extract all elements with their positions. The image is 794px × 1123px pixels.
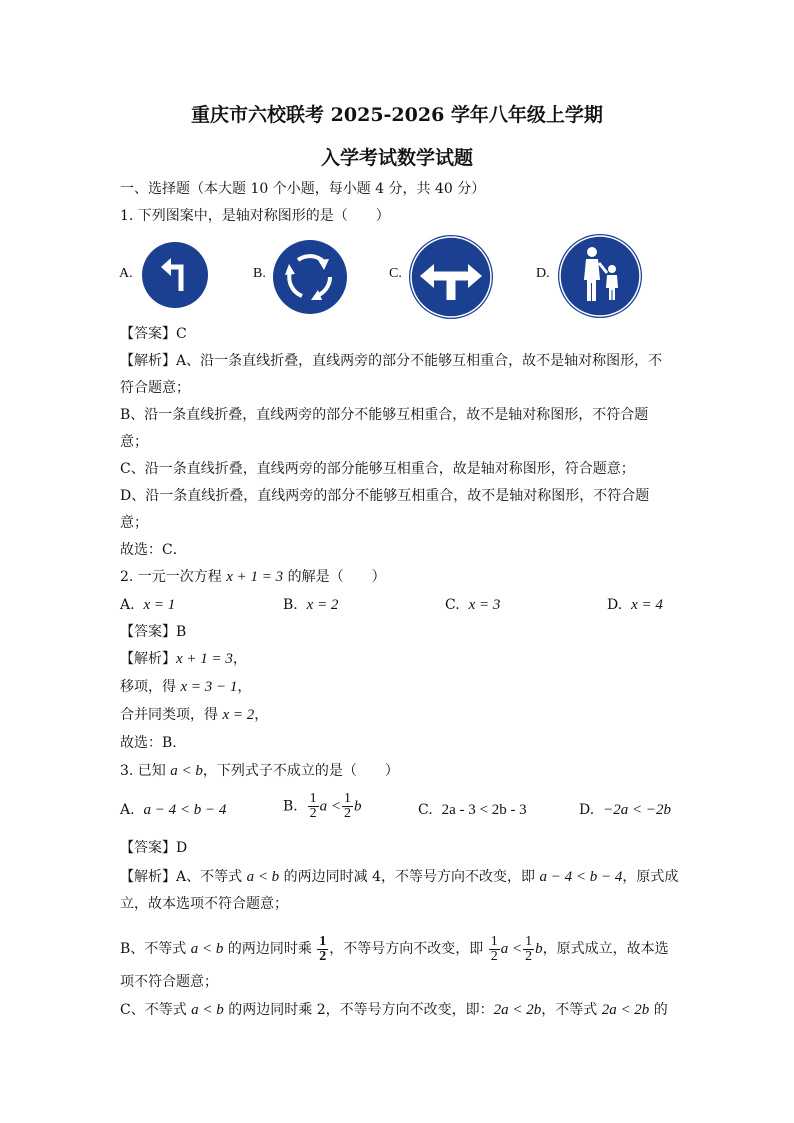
fraction-numerator: 1: [319, 933, 327, 949]
q2-option-d-label: D.: [607, 597, 623, 613]
q3-analysis-text: ，不等式: [541, 1002, 602, 1018]
q3-analysis-c-line-1: [120, 1001, 668, 1019]
q3-analysis-math: 2a < 2b: [493, 1002, 542, 1018]
q1-stem: 1. 下列图案中，是轴对称图形的是（ ）: [120, 208, 390, 224]
q2-analysis-equation: x + 1 = 3: [176, 651, 233, 667]
q2-stem-text: 2. 一元一次方程: [120, 569, 227, 585]
q2-analysis-line-2: [120, 678, 251, 696]
q3-analysis-b-line-2: 项不符合题意；: [120, 974, 218, 990]
q3-analysis-text: 的两边同时乘 2，不等号方向不改变，即：: [223, 1002, 494, 1018]
q2-stem-equation: x + 1 = 3: [226, 569, 284, 585]
q2-step-equation: x = 2: [222, 707, 255, 723]
q3-option-b-fraction-1: [308, 792, 319, 821]
q3-analysis-math: a − 4 < b − 4: [539, 869, 623, 885]
q3-option-c-value: 2a - 3 < 2b - 3: [441, 802, 527, 818]
q1-option-a-label: A.: [119, 266, 133, 281]
q2-stem-text-end: 的解是（ ）: [283, 569, 386, 585]
q2-answer: 【答案】B: [120, 624, 187, 640]
fraction-denominator: 2: [490, 948, 498, 964]
q2-option-b-value: x = 2: [306, 597, 339, 613]
q3-analysis-text: ，原式成: [622, 869, 679, 885]
q3-analysis-a-line-1: [120, 868, 678, 886]
q3-stem-text-end: ，下列式子不成立的是（ ）: [202, 763, 399, 779]
q3-analysis-math: a <: [500, 941, 523, 957]
sign-d-child-head: [608, 265, 616, 273]
sign-d-adult-head: [587, 247, 597, 257]
q2-option-a-value: x = 1: [143, 597, 176, 613]
q3-option-c-label: C.: [418, 802, 433, 818]
q1-answer: 【答案】C: [120, 326, 187, 342]
q3-option-a-label: A.: [120, 802, 135, 818]
q1-analysis-line: 【解析】A、沿一条直线折叠，直线两旁的部分不能够互相重合，故不是轴对称图形，不: [120, 353, 663, 369]
q3-stem-inequality: a < b: [170, 763, 203, 779]
q3-analysis-text: ，不等号方向不改变，即: [329, 941, 488, 957]
q1-analysis-line: 意；: [120, 515, 148, 531]
q3-analysis-math: a < b: [246, 869, 280, 885]
fraction-denominator: 2: [344, 806, 352, 821]
q2-step-comma: ，: [237, 679, 252, 695]
q3-stem-text: 3. 已知: [120, 763, 171, 779]
q2-option-d: [607, 596, 663, 614]
q2-option-a: [120, 596, 175, 614]
q1-option-d-label: D.: [536, 266, 550, 281]
q3-option-b-fraction-2: [342, 792, 353, 821]
q3-option-d-value: −2a < −2b: [603, 802, 671, 818]
q2-option-b-label: B.: [283, 597, 298, 613]
q2-step-comma: ，: [254, 707, 269, 723]
q3-option-a-value: a − 4 < b − 4: [143, 802, 227, 818]
q3-analysis-fraction-half: [489, 935, 500, 964]
title-line-2: 入学考试数学试题: [320, 147, 473, 169]
q3-analysis-text: B、不等式: [120, 941, 191, 957]
q2-option-c: [445, 596, 500, 614]
q2-analysis-line-3: [120, 706, 268, 724]
sign-a-disc: [142, 242, 208, 308]
q3-option-b: [283, 792, 362, 821]
fork-left-right-sign-icon: [408, 234, 494, 320]
q3-analysis-fraction-half: [523, 935, 534, 964]
fraction-numerator: 1: [344, 791, 352, 806]
q3-analysis-text: 的两边同时乘: [223, 941, 317, 957]
q2-option-d-value: x = 4: [631, 597, 663, 613]
q2-option-c-label: C.: [445, 597, 460, 613]
sign-d-disc: [558, 234, 642, 318]
q3-option-b-rhs: b: [354, 798, 362, 815]
q3-option-d: [579, 801, 671, 819]
q2-option-c-value: x = 3: [468, 597, 501, 613]
q1-analysis-line: 意；: [120, 434, 148, 450]
q3-analysis-a-line-2: 立，故本选项不符合题意；: [120, 896, 288, 912]
fraction-numerator: 1: [490, 933, 498, 949]
q3-answer: 【答案】D: [120, 840, 188, 856]
q2-step-text: 合并同类项，得: [120, 707, 223, 723]
q3-analysis-math: b: [535, 941, 543, 957]
q2-step-equation: x = 3 − 1: [180, 679, 238, 695]
fraction-numerator: 1: [309, 791, 317, 806]
q2-analysis-prefix: 【解析】: [120, 651, 176, 667]
roundabout-sign-icon: [272, 239, 348, 315]
q2-step-text: 移项，得: [120, 679, 181, 695]
q3-option-d-label: D.: [579, 802, 595, 818]
q2-option-b: [283, 596, 338, 614]
q3-analysis-text: 的: [649, 1002, 668, 1018]
pedestrian-child-sign-icon: [557, 233, 643, 319]
q3-stem: [120, 762, 399, 780]
q2-analysis-comma: ，: [232, 651, 247, 667]
q3-analysis-text: 的两边同时减 4，不等号方向不改变，即: [279, 869, 540, 885]
q1-analysis-line: C、沿一条直线折叠，直线两旁的部分能够互相重合，故是轴对称图形，符合题意；: [120, 461, 635, 477]
fraction-denominator: 2: [309, 806, 317, 821]
q2-conclusion: 故选：B.: [120, 735, 177, 751]
q1-analysis-line: D、沿一条直线折叠，直线两旁的部分不能够互相重合，故不是轴对称图形，不符合题: [120, 488, 650, 504]
title-line-1: 重庆市六校联考 2025-2026 学年八年级上学期: [191, 104, 603, 126]
sign-b-disc: [273, 240, 347, 314]
q3-analysis-text: C、不等式: [120, 1002, 192, 1018]
q1-analysis-line: B、沿一条直线折叠，直线两旁的部分不能够互相重合，故不是轴对称图形，不符合题: [120, 407, 649, 423]
section-heading: 一、选择题（本大题 10 个小题，每小题 4 分，共 40 分）: [120, 181, 486, 197]
fraction-numerator: 1: [525, 933, 533, 949]
q3-analysis-b-line-1: [120, 930, 669, 968]
fraction-denominator: 2: [319, 948, 327, 964]
q2-stem: [120, 568, 386, 586]
q3-option-c: [418, 801, 527, 819]
q3-analysis-fraction-half: [317, 935, 328, 964]
q1-option-b-label: B.: [253, 266, 266, 281]
q3-analysis-math: 2a < 2b: [601, 1002, 650, 1018]
q2-analysis-line-1: [120, 650, 247, 668]
q2-option-a-label: A.: [120, 597, 135, 613]
q3-analysis-text: ，原式成立，故本选: [542, 941, 669, 957]
q3-analysis-text: 【解析】A、不等式: [120, 869, 247, 885]
q3-option-b-lhs: a <: [319, 798, 342, 815]
turn-left-sign-icon: [141, 241, 209, 309]
q1-option-c-label: C.: [389, 266, 402, 281]
q3-option-a: [120, 801, 226, 819]
q1-conclusion: 故选：C．: [120, 542, 187, 558]
fraction-denominator: 2: [525, 948, 533, 964]
q3-analysis-math: a < b: [191, 1002, 224, 1018]
q3-analysis-math: a < b: [190, 941, 224, 957]
q3-option-b-label: B.: [283, 798, 298, 815]
q1-analysis-line: 符合题意；: [120, 380, 190, 396]
